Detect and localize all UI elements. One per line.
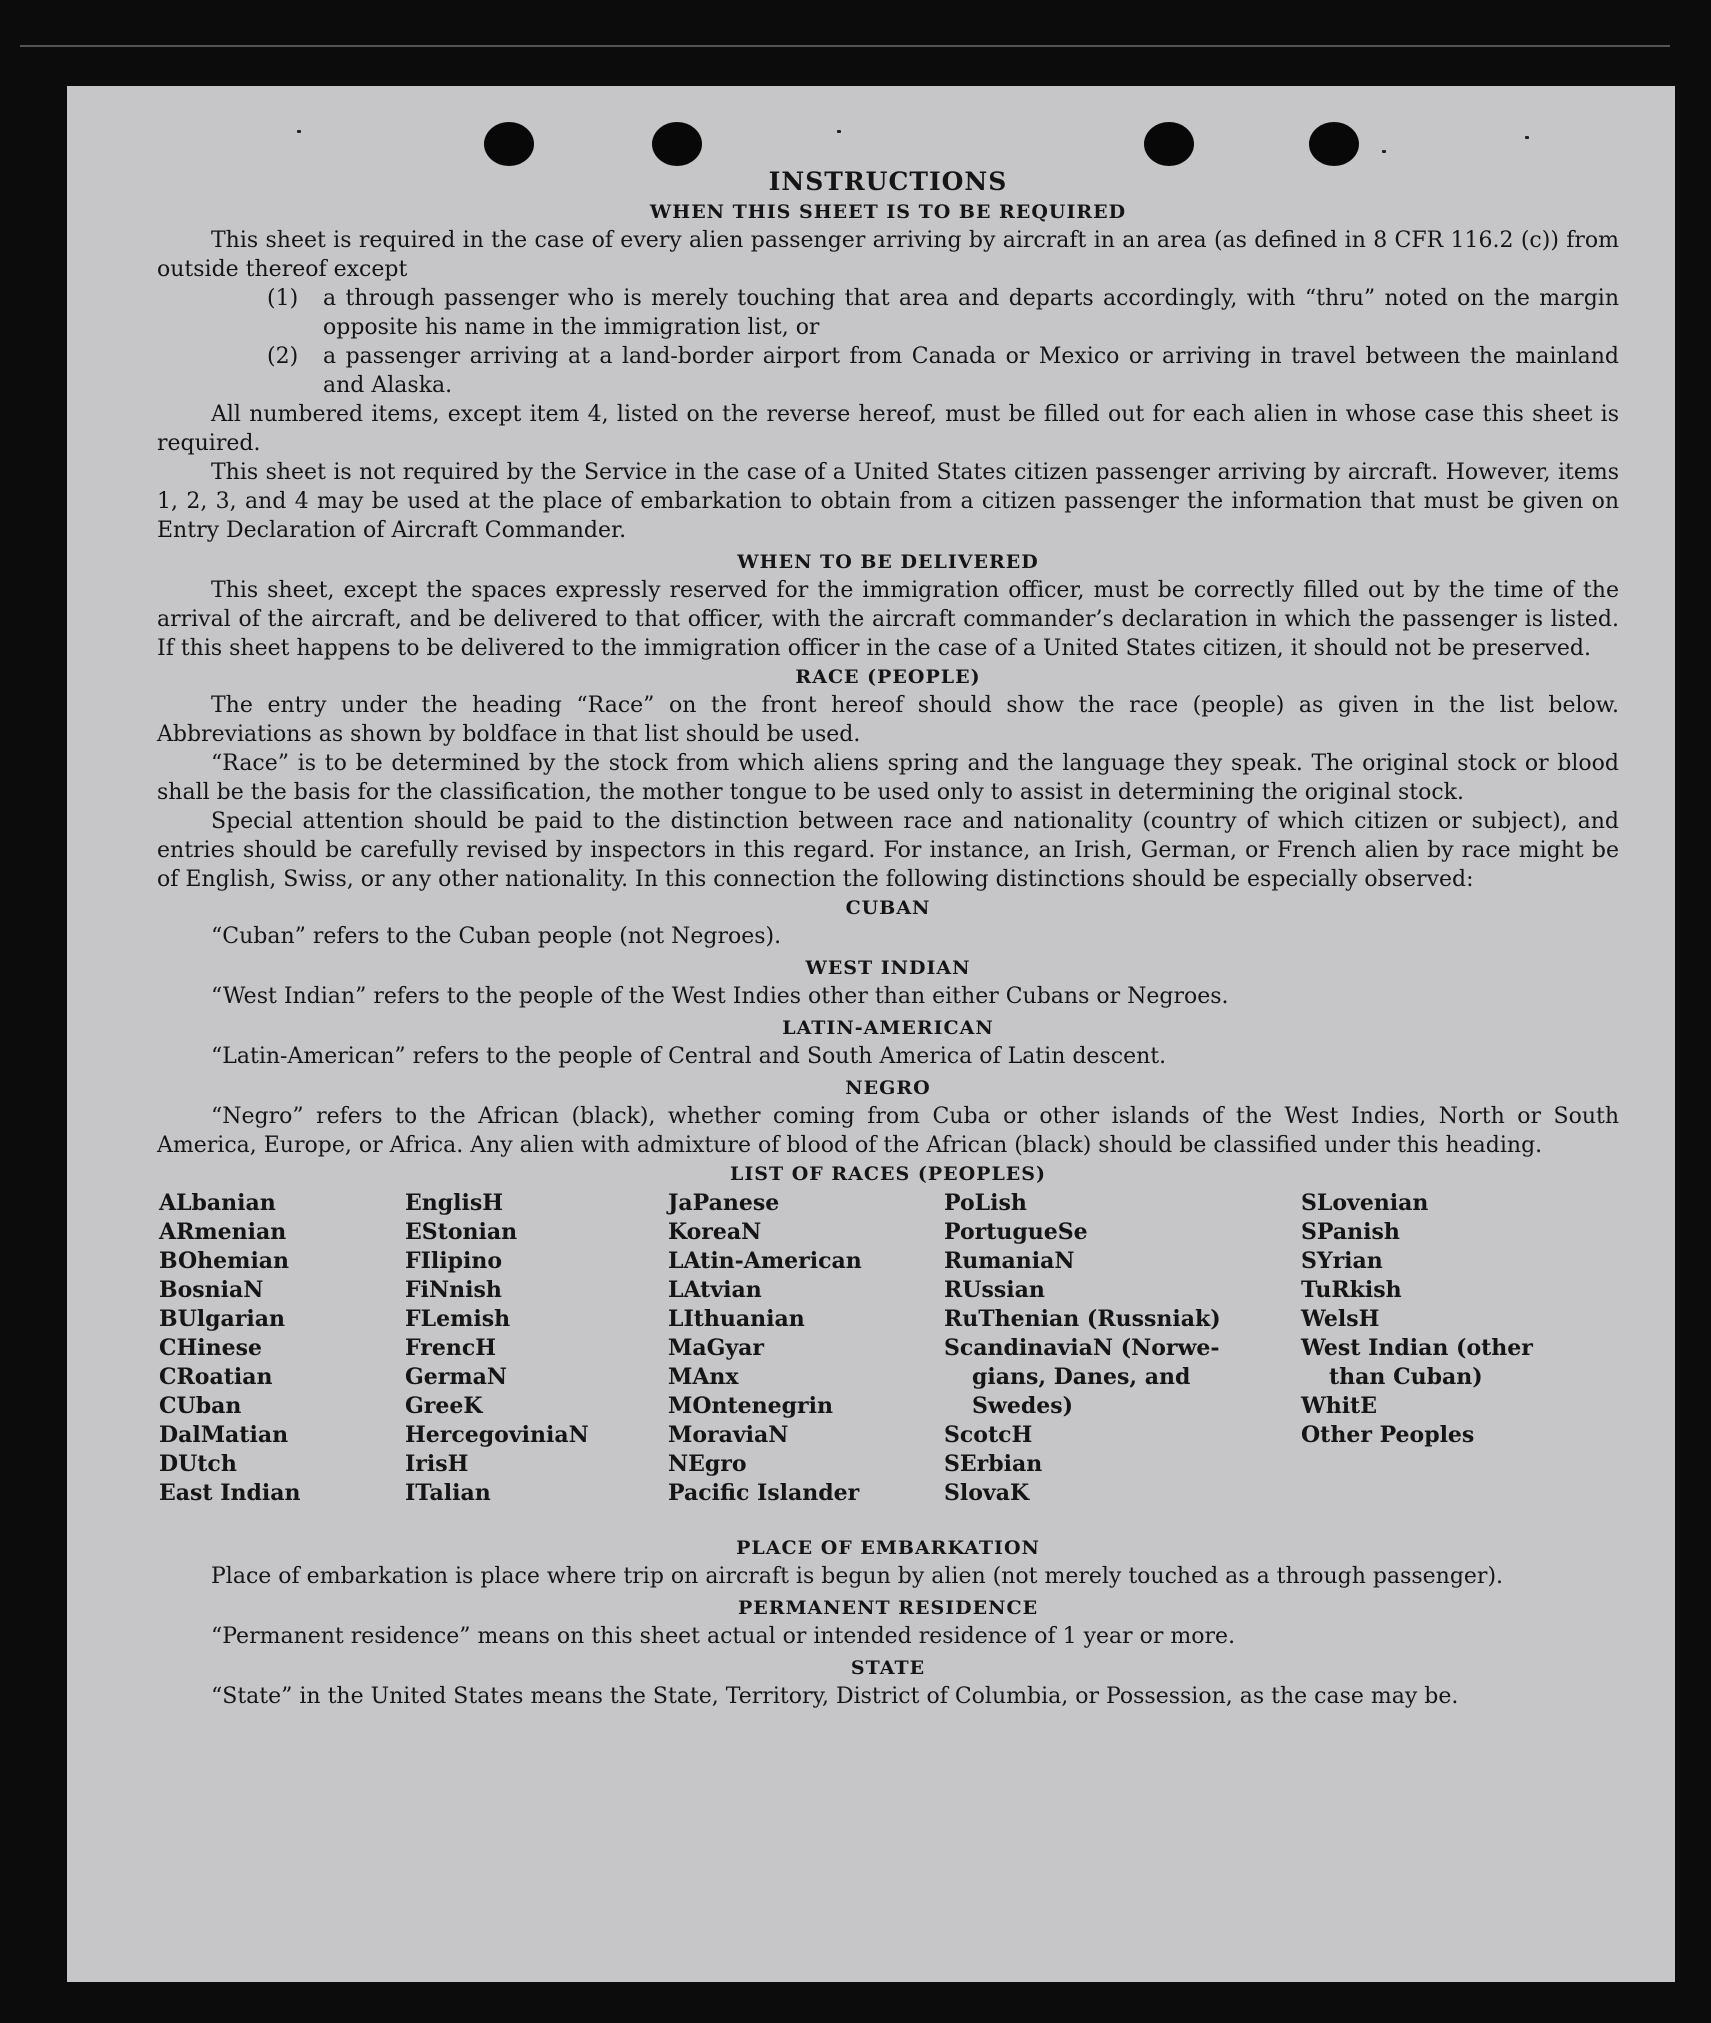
race-entry: BUlgarian <box>159 1306 285 1332</box>
item-number: (2) <box>267 344 299 369</box>
race-entry: FLemish <box>405 1306 511 1332</box>
race-entry: Other Peoples <box>1301 1422 1475 1448</box>
paragraph: “West Indian” refers to the people of the West Indies other than either Cubans or Negroes. <box>211 984 1229 1009</box>
heading-place-of-embarkation: PLACE OF EMBARKATION <box>736 1537 1040 1559</box>
paragraph: This sheet is required in the case of every alien passenger arriving by aircraft in an area (as defined in 8 CFR 116.2 (c)) from outside thereof except <box>157 228 1619 282</box>
race-entry: ScotcH <box>944 1422 1033 1448</box>
heading-when-required: WHEN THIS SHEET IS TO BE REQUIRED <box>649 201 1127 223</box>
race-entry: RUssian <box>944 1277 1045 1303</box>
race-entry: LIthuanian <box>668 1306 805 1332</box>
paragraph: Place of embarkation is place where trip on aircraft is begun by alien (not merely touched as a through passenger). <box>211 1564 1504 1589</box>
race-entry: ARmenian <box>159 1219 287 1245</box>
race-entry: RuThenian (Russniak) <box>944 1306 1221 1332</box>
paragraph: This sheet, except the spaces expressly reserved for the immigration officer, must be correctly filled out by the time of the arrival of the aircraft, and be delivered to that officer, with the aircraft commander’s declaration in which the passenger is listed. If this sheet happens to be delivered to the immigration officer in the case of a United States citizen, it should not be preserved. <box>157 578 1619 661</box>
item-text: a through passenger who is merely touching that area and departs accordingly, with “thru” noted on the margin opposite his name in the immigration list, or <box>323 286 1619 340</box>
race-entry: MAnx <box>668 1364 739 1390</box>
race-entry: LAtin-American <box>668 1248 862 1274</box>
speck <box>1382 150 1386 153</box>
paragraph: The entry under the heading “Race” on the front hereof should show the race (people) as given in the list below. Abbreviations as shown by boldface in that list should be used. <box>157 693 1619 747</box>
race-entry: ScandinaviaN (Norwe- <box>944 1335 1220 1361</box>
race-entry: EnglisH <box>405 1190 504 1216</box>
race-entry: RumaniaN <box>944 1248 1075 1274</box>
speck <box>1525 136 1529 139</box>
race-entry: West Indian (other <box>1301 1335 1533 1361</box>
paragraph: Special attention should be paid to the distinction between race and nationality (country of which citizen or subject), and entries should be carefully revised by inspectors in this regard. For instance, an Irish, German, or French alien by race might be of English, Swiss, or any other nationality. In this connection the following distinctions should be especially observed: <box>157 809 1619 892</box>
races-column <box>668 1189 862 1508</box>
race-entry: SPanish <box>1301 1219 1400 1245</box>
race-entry: MoraviaN <box>668 1422 789 1448</box>
race-entry: SErbian <box>944 1451 1043 1477</box>
item-number: (1) <box>267 286 299 311</box>
paragraph: All numbered items, except item 4, listed on the reverse hereof, must be filled out for each alien in whose case this sheet is required. <box>157 402 1619 456</box>
race-entry: CHinese <box>159 1335 263 1361</box>
race-entry: MOntenegrin <box>668 1393 833 1419</box>
races-list <box>157 1189 1619 1534</box>
race-entry: WhitE <box>1301 1393 1377 1419</box>
race-entry: IrisH <box>405 1451 469 1477</box>
paragraph: “Race” is to be determined by the stock from which aliens spring and the language they speak. The original stock or blood shall be the basis for the classification, the mother tongue to be used only to assist in determining the original stock. <box>157 751 1619 805</box>
race-entry: HercegoviniaN <box>405 1422 589 1448</box>
races-column <box>405 1189 589 1508</box>
heading-west-indian: WEST INDIAN <box>805 957 971 979</box>
race-entry: DalMatian <box>159 1422 289 1448</box>
race-entry: DUtch <box>159 1451 237 1477</box>
paragraph: “Cuban” refers to the Cuban people (not Negroes). <box>211 924 782 949</box>
race-entry: JaPanese <box>668 1190 780 1216</box>
race-entry: than Cuban) <box>1329 1364 1483 1390</box>
page-title: INSTRUCTIONS <box>768 167 1008 196</box>
paragraph: “Permanent residence” means on this sheet actual or intended residence of 1 year or more. <box>211 1624 1236 1649</box>
heading-when-delivered: WHEN TO BE DELIVERED <box>737 551 1039 573</box>
heading-negro: NEGRO <box>845 1077 931 1099</box>
race-entry: MaGyar <box>668 1335 765 1361</box>
race-entry: PoLish <box>944 1190 1027 1216</box>
punch-hole <box>1144 122 1194 166</box>
heading-latin-american: LATIN-AMERICAN <box>782 1017 994 1039</box>
race-entry: KoreaN <box>668 1219 762 1245</box>
race-entry: SYrian <box>1301 1248 1383 1274</box>
instructions-content <box>157 166 1619 1711</box>
paragraph: “Negro” refers to the African (black), whether coming from Cuba or other islands of the West Indies, North or South America, Europe, or Africa. Any alien with admixture of blood of the African (black) should be classified under this heading. <box>157 1104 1619 1158</box>
speck <box>297 130 301 133</box>
race-entry: Pacific Islander <box>668 1480 860 1506</box>
document-sheet <box>67 86 1675 1982</box>
heading-list-of-races: LIST OF RACES (PEOPLES) <box>730 1163 1046 1185</box>
list-item <box>267 284 1619 342</box>
race-entry: LAtvian <box>668 1277 762 1303</box>
race-entry: BosniaN <box>159 1277 264 1303</box>
scan-edge-line <box>20 45 1670 47</box>
race-entry: FIlipino <box>405 1248 503 1274</box>
punch-hole <box>484 122 534 166</box>
heading-cuban: CUBAN <box>845 897 931 919</box>
paragraph: “State” in the United States means the State, Territory, District of Columbia, or Possession, as the case may be. <box>211 1684 1459 1709</box>
race-entry: gians, Danes, and <box>972 1364 1191 1390</box>
race-entry: PortugueSe <box>944 1219 1088 1245</box>
race-entry: WelsH <box>1301 1306 1380 1332</box>
race-entry: BOhemian <box>159 1248 290 1274</box>
races-column <box>159 1189 301 1508</box>
list-item <box>267 342 1619 400</box>
race-entry: SlovaK <box>944 1480 1030 1506</box>
punch-hole <box>652 122 702 166</box>
race-entry: CUban <box>159 1393 242 1419</box>
heading-state: STATE <box>850 1657 926 1679</box>
item-text: a passenger arriving at a land-border airport from Canada or Mexico or arriving in travel between the mainland and Alaska. <box>323 344 1619 398</box>
race-entry: EStonian <box>405 1219 518 1245</box>
race-entry: FiNnish <box>405 1277 502 1303</box>
scan-background <box>0 0 1711 80</box>
punch-hole <box>1309 122 1359 166</box>
race-entry: CRoatian <box>159 1364 273 1390</box>
heading-permanent-residence: PERMANENT RESIDENCE <box>737 1597 1039 1619</box>
races-column <box>944 1189 1221 1508</box>
speck <box>837 130 841 133</box>
race-entry: GermaN <box>405 1364 508 1390</box>
race-entry: NEgro <box>668 1451 747 1477</box>
heading-race: RACE (PEOPLE) <box>795 666 981 688</box>
race-entry: TuRkish <box>1301 1277 1402 1303</box>
race-entry: GreeK <box>405 1393 483 1419</box>
paragraph: This sheet is not required by the Service in the case of a United States citizen passenger arriving by aircraft. However, items 1, 2, 3, and 4 may be used at the place of embarkation to obtain from a citizen passenger the information that must be given on Entry Declaration of Aircraft Commander. <box>157 460 1619 543</box>
race-entry: ALbanian <box>159 1190 276 1216</box>
race-entry: SLovenian <box>1301 1190 1429 1216</box>
race-entry: FrencH <box>405 1335 496 1361</box>
races-column <box>1301 1189 1533 1450</box>
race-entry: Swedes) <box>972 1393 1073 1419</box>
race-entry: ITalian <box>405 1480 491 1506</box>
race-entry: East Indian <box>159 1480 301 1506</box>
paragraph: “Latin-American” refers to the people of Central and South America of Latin descent. <box>211 1044 1167 1069</box>
